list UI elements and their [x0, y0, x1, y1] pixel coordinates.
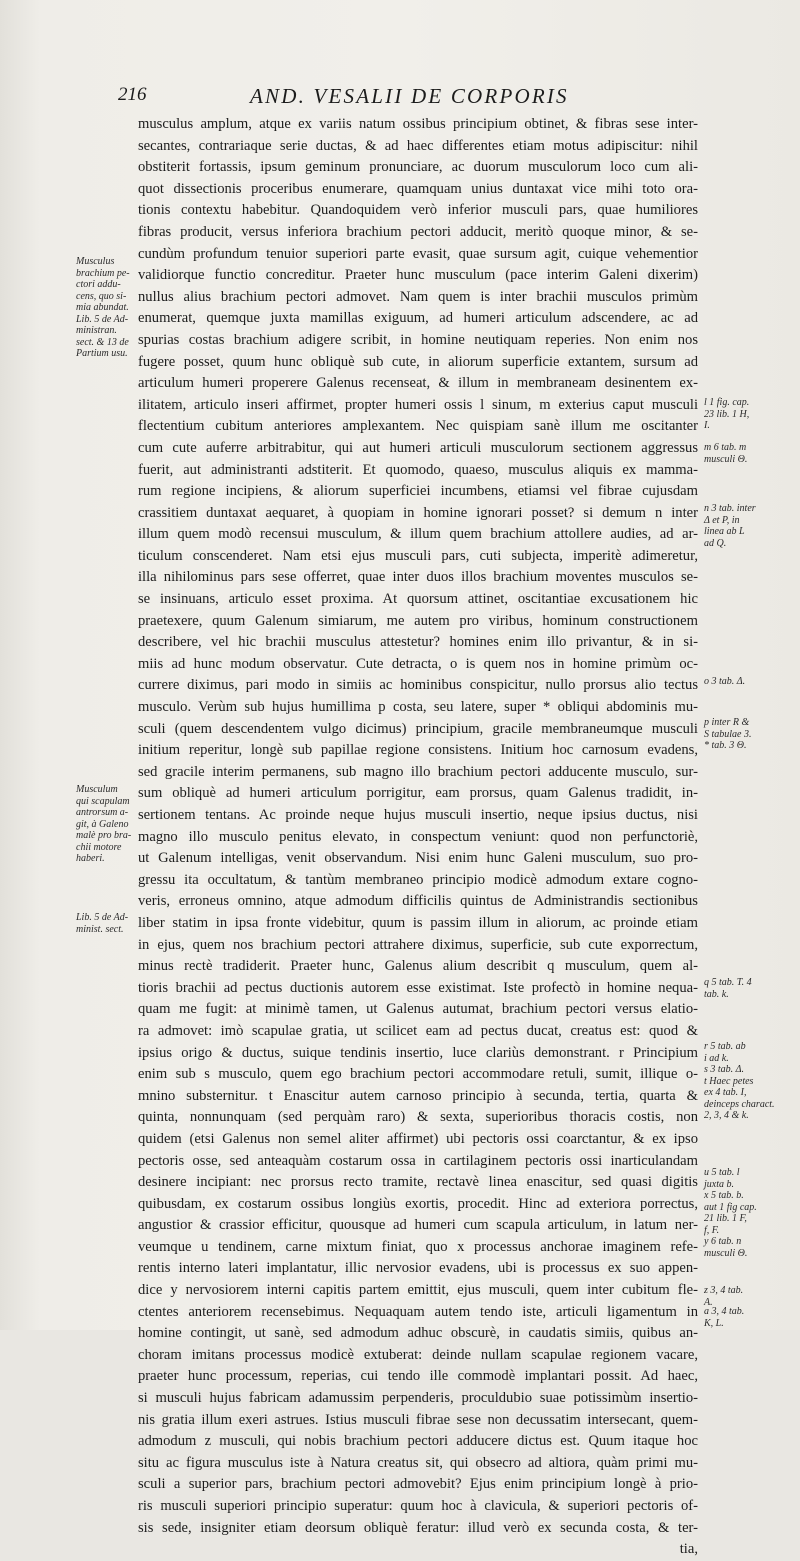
margin-note-line: antrorsum a-	[76, 807, 129, 818]
text-line: ilitatem, articulo inseri affirmet, propter humeri ossis l sinum, m exterius caput musculi	[138, 396, 698, 413]
right-margin-note-o	[704, 676, 796, 688]
margin-note-line: Δ et P, in	[704, 514, 740, 526]
margin-note-line: * tab. 3 Θ.	[704, 740, 747, 751]
right-margin-note-r	[704, 1041, 796, 1122]
left-margin-note-3	[76, 912, 136, 935]
text-line: validiorque functio concreditur. Praeter hunc musculum (pace interim Galeni dixerim)	[138, 267, 698, 284]
margin-note-line: o 3 tab. Δ.	[704, 676, 746, 687]
text-line: praeter hunc processum, reperias, cui tendo ille commodè implantari possit. Ad haec,	[138, 1368, 698, 1385]
text-line: describere, vel hic brachii musculus attestetur? homines enim illo privantur, & in si-	[138, 634, 698, 651]
margin-note-line: a 3, 4 tab.	[704, 1306, 745, 1317]
text-line: sertionem tentans. Ac proinde neque hujus musculi insertio, neque ipsius ductus, nisi	[138, 807, 698, 823]
margin-note-line: r 5 tab. ab	[704, 1041, 746, 1052]
margin-note-line: musculi Θ.	[704, 1247, 748, 1259]
margin-note-line: m 6 tab. m	[704, 442, 747, 453]
margin-note-line: I.	[704, 420, 710, 431]
right-margin-note-a	[704, 1306, 796, 1329]
text-line: sculi (quem descendentem vulgo dicimus) principium, gracile membraneumque musculi	[138, 720, 698, 737]
text-line: musculus amplum, atque ex variis natum ossibus principium obtinet, & fibras sese inter-	[138, 116, 698, 132]
text-line: nullus alius brachium pectori admovet. Nam quem is inter brachii musculos primùm	[138, 288, 698, 305]
margin-note-line: Partium usu.	[76, 348, 128, 359]
margin-note-line: juxta b.	[704, 1178, 734, 1190]
text-line: illum quem modò recensui musculum, & illum quem brachium attollere audies, ad ar-	[138, 526, 698, 543]
text-line: flectentium cubitum anteriores amplexantem. Nec quispiam sanè illum me oscitanter	[138, 418, 698, 435]
text-line: enim sub s musculo, quem ego brachium pectori accommodare retuli, sumit, illique o-	[138, 1066, 698, 1083]
margin-note-line: minist. sect.	[76, 923, 124, 935]
right-margin-note-n	[704, 503, 796, 549]
text-line: tia,	[679, 1541, 698, 1558]
margin-note-line: Musculus	[76, 256, 115, 267]
text-line: ra admovet: imò scapulae gratia, ut scilicet eam ad pectus ducat, creatus est: quod &	[138, 1022, 698, 1039]
margin-note-line: ex 4 tab. I,	[704, 1087, 747, 1098]
text-line: quibusdam, ex costarum ossibus longiùs exortis, procedit. Hinc ad exteriora porrectus,	[138, 1195, 698, 1212]
right-margin-note-q	[704, 977, 796, 1000]
text-line: obstiterit fortassis, ipsum geminum pronunciare, ac duorum musculorum loco cum ali-	[138, 159, 698, 176]
margin-note-line: A.	[704, 1296, 713, 1308]
text-line: homine contingit, ut sanè, sed admodum adhuc obscurè, in caudatis simiis, quibus an-	[138, 1325, 698, 1342]
margin-note-line: q 5 tab. T. 4	[704, 977, 752, 988]
margin-note-line: sect. & 13 de	[76, 336, 129, 348]
margin-note-line: qui scapulam	[76, 795, 130, 807]
text-line: choram imitans processus modicè extuberat: deinde nullam scapulae regionem vacare,	[138, 1346, 698, 1363]
margin-note-line: u 5 tab. l	[704, 1167, 740, 1178]
text-line: angustior & crassior efficitur, quousque ad humeri cum scapula articulum, in latum ner-	[138, 1217, 698, 1234]
margin-note-line: n 3 tab. inter	[704, 503, 756, 514]
margin-note-line: Musculum	[76, 784, 118, 795]
text-line: tionis contextu habebitur. Quandoquidem verò inferior musculi pars, quae humiliores	[138, 202, 698, 219]
margin-note-line: f, F.	[704, 1224, 720, 1236]
margin-note-line: ctori addu-	[76, 279, 121, 290]
text-line: rum regione incipiens, & aliorum superficiei incumbens, etiamsi vel fibrae cujusdam	[138, 483, 698, 500]
margin-note-line: tab. k.	[704, 988, 729, 1000]
text-line: ris musculi superiori principio superatur: quum hoc à clavicula, & superiori pectoris of-	[138, 1498, 698, 1514]
text-line: nis gratia illum exeri astrues. Istius musculi fibrae sese non decussatim intersecant, quem-	[138, 1411, 698, 1428]
margin-note-line: ad Q.	[704, 537, 727, 549]
text-line: secantes, contrariaque serie ductas, & ad haec differentes etiam motus adipiscitur: nihil	[138, 137, 698, 154]
text-line: quinta, nonnunquam (sed perquàm raro) & sexta, superioribus thoracis costis, non	[138, 1109, 698, 1126]
text-line: liber statim in ipsa fronte videbitur, quum is passim illum in aliorum, ac proinde etiam	[138, 914, 698, 931]
text-line: sculi a superior pars, brachium pectori admovebit? Ejus enim principium longè à prio-	[138, 1476, 698, 1493]
margin-note-line: i ad k.	[704, 1052, 729, 1064]
text-line: cum cute auferre arbitrabitur, qui aut humeri articuli musculorum sectionem aggressus	[138, 439, 698, 456]
text-line: magno illo musculo penitus elevato, in conspectum veniunt: quod non perfunctoriè,	[138, 828, 698, 845]
text-line: se insinuans, articulo esset proxima. At quorsum attinet, oscitantiae excusationem hic	[138, 591, 698, 608]
text-line: cundùm profundum tenuior superiori parte evasit, quae sursum agit, cuique vehementior	[138, 245, 698, 262]
text-line: miis ad hunc modum observatur. Cute detracta, o is quem nos in homine primùm oc-	[138, 655, 698, 672]
text-line: desinere incipiant: nec prorsus recto tramite, rectavè linea enascitur, sed quasi digitis	[138, 1174, 698, 1191]
page-number: 216	[118, 84, 147, 105]
text-line: sed gracile interim permanens, sub magno illo brachium pectori adducente musculo, sur-	[138, 763, 698, 780]
text-line: articulum humeri properere Galenus recenseat, & illum in membraneam desinentem ex-	[138, 375, 698, 392]
text-line: si musculi hujus fabricam adamussim perpenderis, proculdubio suae potissimùm insertio-	[138, 1390, 698, 1407]
text-line: quot dissectionis proceribus enumerare, quamquam unius duntaxat vice mihi toto ora-	[138, 180, 698, 197]
margin-note-line: Lib. 5 de Ad-	[76, 313, 129, 325]
text-line: illa nihilominus pars sese offerret, quae inter duos illos brachium moventes musculos se-	[138, 569, 698, 586]
margin-note-line: brachium pe-	[76, 267, 130, 279]
text-line: currere diximus, pari modo in simiis ac hominibus conspicitur, nullo prorsus alio tectus	[138, 677, 698, 694]
margin-note-line: x 5 tab. b.	[704, 1190, 744, 1201]
left-margin-note-1	[76, 256, 136, 360]
text-line: ut Galenum intelligas, venit observandum. Nisi enim hunc Galeni musculum, suo pro-	[138, 850, 698, 867]
text-line: crassitiem duntaxat aequaret, à quopiam in homine ignorari posset? si demum n inter	[138, 504, 698, 521]
margin-note-line: mia abundat.	[76, 302, 129, 313]
margin-note-line: 23 lib. 1 H,	[704, 408, 750, 420]
text-line: initium reperitur, longè sub papillae regione consistens. Initium hoc carnosum evadens,	[138, 742, 698, 759]
margin-note-line: p inter R &	[704, 717, 750, 728]
margin-note-line: Lib. 5 de Ad-	[76, 912, 129, 923]
margin-note-line: y 6 tab. n	[704, 1236, 742, 1247]
margin-note-line: ministran.	[76, 325, 117, 336]
margin-note-line: 21 lib. 1 F,	[704, 1213, 747, 1224]
left-margin-note-2	[76, 784, 136, 865]
text-line: veumque u tendinem, carne mixtum finiat, quo x processus anchorae imaginem refe-	[138, 1238, 698, 1255]
margin-note-line: deinceps charact.	[704, 1098, 775, 1110]
margin-note-line: chii motore	[76, 841, 122, 853]
text-line: fugere posset, quum hunc obliquè sub cute, in aliorum superficie extantem, sursum ad	[138, 353, 698, 370]
margin-note-line: malè pro bra-	[76, 830, 132, 841]
text-line: situ ac figura musculus iste à Natura creatus sit, qui obsecro ad altiora, quàm primi mu-	[138, 1454, 698, 1471]
margin-note-line: t Haec petes	[704, 1075, 754, 1087]
text-line: sum obliquè ad humeri articulum porrigitur, eam prorsus, quam Galenus tradidit, in-	[138, 785, 698, 802]
text-line: minus rectè tradiderit. Praeter hunc, Galenus alium describit q musculum, quem al-	[138, 958, 698, 975]
text-line: pectoris osse, sed anteaquàm costarum ossa in cartilaginem pectoris ossi inarticulandam	[138, 1152, 698, 1169]
margin-note-line: linea ab L	[704, 526, 745, 537]
text-line: praetexere, quum Galenum simiarum, me autem pro viribus, hominum constructionem	[138, 612, 698, 629]
margin-note-line: l 1 fig. cap.	[704, 397, 750, 408]
text-line: enumerat, quemque juxta mamillas exiguum, ad humeri articulum adscendere, ac ad	[138, 310, 698, 327]
text-line: mnino substernitur. t Enascitur autem carnoso principio à secunda, tertia, quarta &	[138, 1087, 698, 1104]
right-margin-note-z	[704, 1285, 796, 1308]
margin-note-line: K, L.	[704, 1317, 724, 1329]
margin-note-line: aut 1 fig cap.	[704, 1201, 757, 1213]
text-line: veris, erroneus omnino, atque admodum difficilis quintus de Administrandis sectionibus	[138, 893, 698, 910]
text-line: fuerit, aut administranti adstiterit. Et quomodo, quaeso, musculus aliquis ex mamma-	[138, 461, 698, 478]
text-line: ctentes anteriorem recensebimus. Nequaquam autem tendo iste, articuli ligamentum in	[138, 1303, 698, 1320]
text-line: in ejus, quem nos brachium pectori attrahere diximus, superficie, sub cute exporrectum,	[138, 936, 698, 953]
text-line: quidem (etsi Galenus non semel aliter affirmet) ubi pectoris ossi coarctantur, & ex ipso	[138, 1130, 698, 1147]
right-margin-note-p	[704, 717, 796, 752]
text-line: tioris brachii ad pectus ductionis autorem esse existimat. Iste profectò in homine nequa-	[138, 979, 698, 996]
running-head: AND. VESALII DE CORPORIS	[250, 84, 569, 108]
margin-note-line: haberi.	[76, 853, 105, 864]
margin-note-line: cens, quo si-	[76, 290, 127, 302]
margin-note-line: 2, 3, 4 & k.	[704, 1110, 749, 1121]
body-text	[138, 114, 698, 1561]
text-line: admodum z musculi, qui nobis brachium pectori adducere dictus est. Quum itaque hoc	[138, 1433, 698, 1450]
margin-note-line: git, à Galeno	[76, 818, 129, 830]
text-line: sis sede, insigniter etiam deorsum obliquè feratur: illud verò ex secunda costa, & ter-	[138, 1519, 698, 1536]
margin-note-line: musculi Θ.	[704, 453, 748, 465]
right-margin-note-m	[704, 442, 796, 465]
right-margin-note-l	[704, 397, 796, 432]
text-line: fibras producit, versus inferiora brachium pectori adducit, meritò quoque minor, & se-	[138, 223, 698, 240]
text-line: dice y nervosiorem interni capitis partem emittit, ejus musculi, quem inter cubitum fle-	[138, 1282, 698, 1299]
right-margin-note-u	[704, 1167, 796, 1259]
margin-note-line: z 3, 4 tab.	[704, 1285, 744, 1296]
text-line: ticulum conscenderet. Nam etsi ejus musculi pars, cuti subjecta, imperitè adimeretur,	[138, 547, 698, 564]
margin-note-line: s 3 tab. Δ.	[704, 1064, 745, 1075]
text-line: ipsius origo & ductus, suique tendinis insertio, luce clariùs demonstrant. r Principium	[138, 1044, 698, 1061]
text-line: quam me fugit: at minimè tamen, ut Galenus autumat, brachium pectori versus elatio-	[138, 1001, 698, 1018]
margin-note-line: S tabulae 3.	[704, 728, 752, 740]
text-line: rentis interno lateri implantatur, illic nervosior evadens, ubi is processus ex suo appen-	[138, 1260, 698, 1277]
text-line: musculo. Verùm sub hujus humillima p costa, seu latere, super * obliqui abdominis mu-	[138, 699, 698, 716]
text-line: gressu ita occultatum, & tantùm membraneo principio modicè admodum extare cogno-	[138, 871, 698, 888]
page-header	[0, 84, 800, 114]
text-line: spurias costas brachium adigere scribit, in homine neutiquam reperies. Non enim nos	[138, 331, 698, 348]
